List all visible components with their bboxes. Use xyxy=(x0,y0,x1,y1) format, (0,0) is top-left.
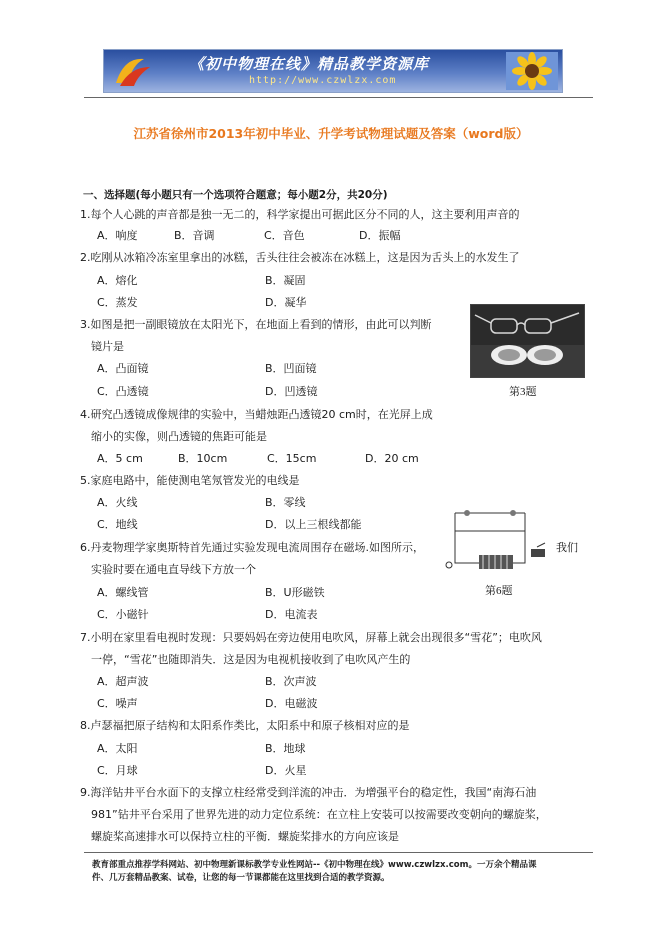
q8-option-c: C．月球 xyxy=(97,764,138,777)
q6-caption: 第6题 xyxy=(485,585,513,597)
q4-stem-line1: 4.研究凸透镜成像规律的实验中，当蜡烛距凸透镜20 cm时，在光屏上成 xyxy=(80,408,433,421)
q2-option-c: C．蒸发 xyxy=(97,296,138,309)
q2-option-d: D．凝华 xyxy=(265,296,307,309)
footer-line1: 教育部重点推荐学科网站、初中物理新课标教学专业性网站--《初中物理在线》www.czwlzx.com。一万余个精品课 xyxy=(92,860,537,870)
header-rule xyxy=(84,97,593,98)
site-banner xyxy=(103,49,563,93)
q7-option-c: C．噪声 xyxy=(97,697,138,710)
oersted-circuit-figure xyxy=(441,505,549,577)
q8-stem: 8.卢瑟福把原子结构和太阳系作类比，太阳系中和原子核相对应的是 xyxy=(80,719,410,732)
q5-stem: 5.家庭电路中，能使测电笔氖管发光的电线是 xyxy=(80,474,300,487)
q3-option-c: C．凸透镜 xyxy=(97,385,149,398)
q5-option-c: C．地线 xyxy=(97,518,138,531)
q4-option-b: B．10cm xyxy=(178,452,228,465)
q5-option-b: B．零线 xyxy=(265,496,306,509)
q1-option-b: B．音调 xyxy=(174,229,215,242)
q2-stem: 2.吃刚从冰箱冷冻室里拿出的冰糕，舌头往往会被冻在冰糕上，这是因为舌头上的水发生了 xyxy=(80,251,520,264)
document-title: 江苏省徐州市2013年初中毕业、升学考试物理试题及答案（word版） xyxy=(133,126,529,141)
q4-stem-line2: 缩小的实像，则凸透镜的焦距可能是 xyxy=(91,430,267,443)
q5-option-a: A．火线 xyxy=(97,496,138,509)
q6-option-b: B．U形磁铁 xyxy=(265,586,325,599)
q8-option-a: A．太阳 xyxy=(97,742,138,755)
q7-option-b: B．次声波 xyxy=(265,675,317,688)
q1-option-c: C．音色 xyxy=(264,229,305,242)
footer-rule xyxy=(84,852,593,853)
sunflower-icon xyxy=(506,52,558,90)
q4-option-a: A．5 cm xyxy=(97,452,143,465)
site-logo-icon xyxy=(110,53,154,89)
footer-line2: 件、几万套精品教案、试卷，让您的每一节课都能在这里找到合适的教学资源。 xyxy=(92,873,390,883)
q6-stem-line1-end: 我们 xyxy=(556,541,578,554)
section-heading: 一、选择题(每小题只有一个选项符合题意；每小题2分，共20分) xyxy=(83,189,388,201)
q4-option-c: C．15cm xyxy=(267,452,317,465)
q2-option-a: A．熔化 xyxy=(97,274,138,287)
q2-option-b: B．凝固 xyxy=(265,274,306,287)
q1-stem: 1.每个人心跳的声音都是独一无二的，科学家提出可据此区分不同的人，这主要利用声音的 xyxy=(80,208,520,221)
q3-caption: 第3题 xyxy=(509,386,537,398)
q9-stem-line1: 9.海洋钻井平台水面下的支撑立柱经常受到洋流的冲击．为增强平台的稳定性，我国“南海石油 xyxy=(80,786,537,799)
q3-stem-line1: 3.如图是把一副眼镜放在太阳光下，在地面上看到的情形，由此可以判断 xyxy=(80,318,432,331)
q6-stem-line2: 实验时要在通电直导线下方放一个 xyxy=(91,563,256,576)
q3-option-b: B．凹面镜 xyxy=(265,362,317,375)
q7-option-a: A．超声波 xyxy=(97,675,149,688)
glasses-shadow-figure xyxy=(470,304,585,378)
q4-option-d: D．20 cm xyxy=(365,452,419,465)
q8-option-d: D．火星 xyxy=(265,764,307,777)
q1-option-a: A．响度 xyxy=(97,229,138,242)
q3-stem-line2: 镜片是 xyxy=(91,340,124,353)
q7-option-d: D．电磁波 xyxy=(265,697,318,710)
q7-stem-line2: 一停，“雪花”也随即消失．这是因为电视机接收到了电吹风产生的 xyxy=(91,653,411,666)
q8-option-b: B．地球 xyxy=(265,742,306,755)
banner-title: 《初中物理在线》精品教学资源库 xyxy=(189,55,430,73)
q1-option-d: D．振幅 xyxy=(359,229,401,242)
q6-option-a: A．螺线管 xyxy=(97,586,149,599)
q5-option-d: D．以上三根线都能 xyxy=(265,518,362,531)
q7-stem-line1: 7.小明在家里看电视时发现：只要妈妈在旁边使用电吹风，屏幕上就会出现很多“雪花”；电吹风 xyxy=(80,631,542,644)
q6-option-d: D．电流表 xyxy=(265,608,318,621)
q6-option-c: C．小磁针 xyxy=(97,608,149,621)
q3-option-a: A．凸面镜 xyxy=(97,362,149,375)
q3-option-d: D．凹透镜 xyxy=(265,385,318,398)
q9-stem-line3: 螺旋桨高速排水可以保持立柱的平衡．螺旋桨排水的方向应该是 xyxy=(91,830,399,843)
q9-stem-line2: 981”钻井平台采用了世界先进的动力定位系统：在立柱上安装可以按需要改变朝向的螺旋桨， xyxy=(91,808,547,821)
q6-stem-line1: 6.丹麦物理学家奥斯特首先通过实验发现电流周围存在磁场.如图所示， xyxy=(80,541,424,554)
banner-url[interactable]: http://www.czwlzx.com xyxy=(249,75,397,86)
